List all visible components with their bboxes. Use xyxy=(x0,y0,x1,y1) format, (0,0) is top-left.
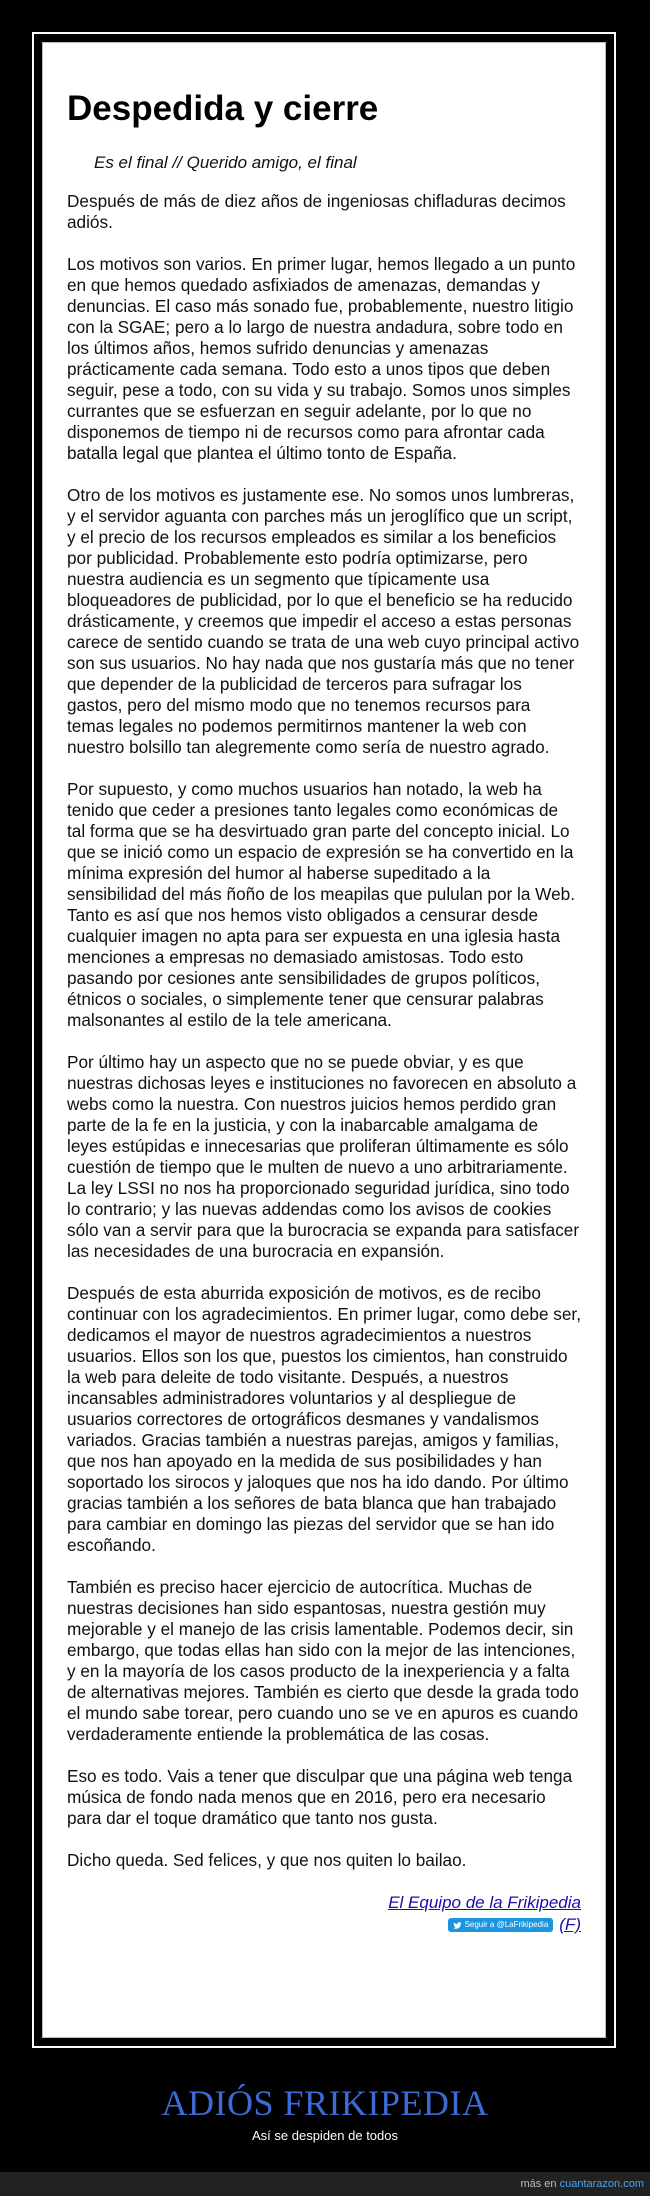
article-paragraph: Por último hay un aspecto que no se puede obviar, y es que nuestras dichosas leyes e instituciones no favorecen en absoluto a webs como la nuestra. Con nuestros juicios hemos perdido gran parte de la fe en la justicia, y con la inabarcable amalgama de leyes estúpidas e innecesarias que proliferan últimamente es sólo cuestión de tiempo que le multen de nuevo a uno arbitrariamente. La ley LSSI no nos ha proporcionado seguridad jurídica, sino todo lo contrario; y las nuevas addendas como los avisos de cookies sólo van a servir para que la burocracia se expanda para satisfacer las necesidades de una burocracia en expansión. xyxy=(67,1052,580,1261)
article-paragraph: Por supuesto, y como muchos usuarios han notado, la web ha tenido que ceder a presiones tanto legales como económicas de tal forma que se ha desvirtuado gran parte del concepto inicial. Lo que se inició como un espacio de expresión se ha convertido en la mínima expresión del humor al haberse supeditado a la sensibilidad del más ñoño de los meapilas que pululan por la Web. Tanto es así que nos hemos visto obligados a censurar desde cualquier imagen no apta para ser expuesta en una iglesia hasta menciones a empresas no demasiado amistosas. Todo esto pasando por cesiones ante sensibilidades de grupos políticos, étnicos o sociales, o simplemente tener que censurar palabras malsonantes al estilo de la tele americana. xyxy=(67,779,575,1030)
frikipedia-f-link[interactable]: (F) xyxy=(559,1915,581,1934)
twitter-bird-icon xyxy=(453,1921,462,1930)
signature-link[interactable]: El Equipo de la Frikipedia xyxy=(388,1893,581,1912)
footer-prefix: más en xyxy=(520,2178,557,2190)
footer-site-link[interactable]: cuantarazon.com xyxy=(559,2178,644,2190)
poster-caption: Así se despiden de todos xyxy=(252,2128,398,2143)
poster-title: ADIÓS FRIKIPEDIA xyxy=(161,2083,489,2123)
article-paragraph: Dicho queda. Sed felices, y que nos quiten lo bailao. xyxy=(67,1850,467,1870)
signature-actions xyxy=(67,1915,581,1935)
article-paragraph: También es preciso hacer ejercicio de autocrítica. Muchas de nuestras decisiones han sido espantosas, nuestra gestión muy mejorable y el manejo de las crisis lamentable. Podemos decir, sin embargo, que todas ellas han sido con la mejor de las intenciones, y en la mayoría de los casos producto de la inexperiencia y a falta de alternativas mejores. También es cierto que desde la grada todo el mundo sabe torear, pero cuando uno se ve en apuros es cuando verdaderamente entiende la problemática de las cosas. xyxy=(67,1577,579,1744)
article-panel xyxy=(42,42,606,2038)
article-paragraph: Los motivos son varios. En primer lugar, hemos llegado a un punto en que hemos quedado asfixiados de amenazas, demandas y denuncias. El caso más sonado fue, probablemente, nuestro litigio con la SGAE; pero a lo largo de nuestra andadura, sobre todo en los últimos años, hemos sufrido denuncias y amenazas prácticamente cada semana. Todo esto a unos tipos que deben seguir, pese a todo, con su vida y su trabajo. Somos unos simples currantes que se esfuerzan en seguir adelante, por lo que no disponemos de tiempo ni de recursos como para afrontar cada batalla legal que plantea el último tonto de España. xyxy=(67,254,576,463)
article-paragraph: Otro de los motivos es justamente ese. No somos unos lumbreras, y el servidor aguanta con parches más un jeroglífico que un script, y el precio de los recursos empleados es similar a los beneficios por publicidad. Probablemente esto podría optimizarse, pero nuestra audiencia es un segmento que típicamente usa bloqueadores de publicidad, por lo que el beneficio se ha reducido drásticamente, y creemos que impedir el acceso a estas personas carece de sentido cuando se trata de una web cuyo principal activo son sus usuarios. No hay nada que nos gustaría más que no tener que depender de la publicidad de terceros para sufragar los gastos, pero del mismo modo que no tenemos recursos para temas legales no podemos permitirnos mantener la web con nuestro bolsillo tan alegremente como sería de nuestro agrado. xyxy=(67,485,580,757)
article-paragraph: Después de esta aburrida exposición de motivos, es de recibo continuar con los agradecimientos. En primer lugar, como debe ser, dedicamos el mayor de nuestros agradecimientos a nuestros usuarios. Ellos son los que, puestos los cimientos, han construido la web para deleite de todo visitante. Después, a nuestros incansables administradores voluntarios y al despliegue de usuarios correctores de ortográfic​os desmanes y vandalismos variados. Gracias también a nuestras parejas, amigos y familias, que nos han apoyado en la medida de sus posibilidades y han soportado los sirocos y jaloques que nos ha ido dando. Por último gracias también a los señores de bata blanca que han trabajado para cambiar en domingo las piezas del servidor que se han ido escoñando. xyxy=(67,1283,581,1555)
article-paragraph: Eso es todo. Vais a tener que disculpar que una página web tenga música de fondo nada menos que en 2016, pero era necesario para dar el toque dramático que tanto nos gusta. xyxy=(67,1766,573,1828)
signature xyxy=(67,1892,581,1914)
article-paragraph: Después de más de diez años de ingeniosas chifladuras decimos adiós. xyxy=(67,191,566,232)
footer-bar xyxy=(0,2172,650,2196)
twitter-follow-label: Seguir a @LaFrikipedia xyxy=(464,1920,549,1929)
twitter-follow-button[interactable] xyxy=(448,1918,554,1932)
article-subtitle: Es el final // Querido amigo, el final xyxy=(94,153,357,172)
article-title: Despedida y cierre xyxy=(67,89,379,128)
